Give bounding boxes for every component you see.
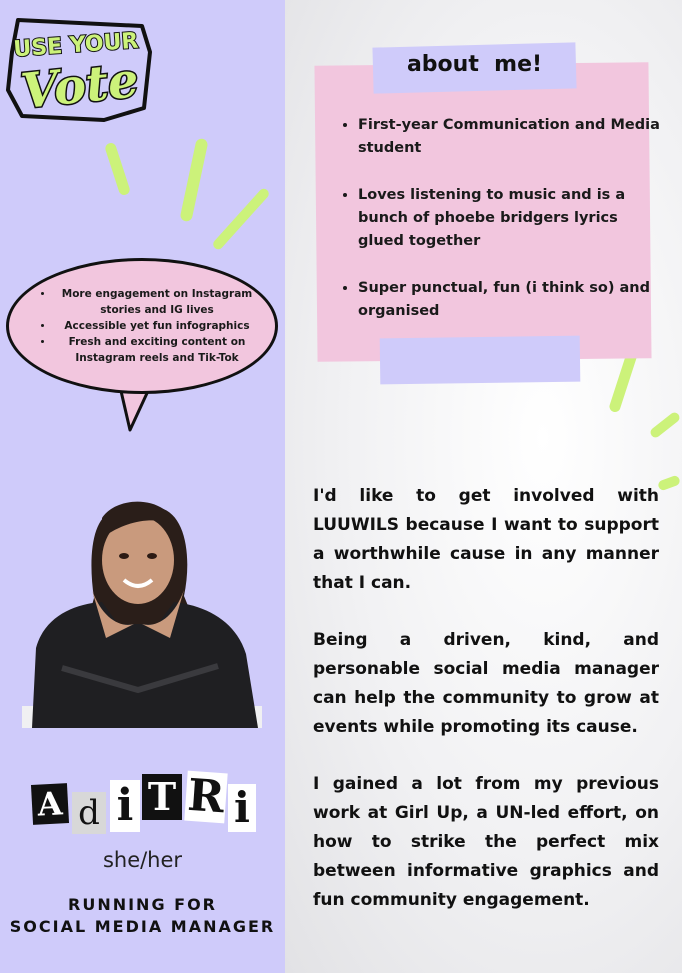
about-title: about me!: [406, 52, 543, 77]
name-letter: i: [228, 784, 256, 832]
bubble-list: [42, 286, 258, 366]
pronouns: she/her: [102, 848, 183, 872]
bubble-tail-cover: [114, 376, 164, 396]
candidate-name: [30, 768, 260, 834]
bubble-item: • More engagement on Instagram stories and IG lives: [54, 286, 258, 318]
logo-line1: USE YOUR: [12, 28, 140, 63]
running-for: [0, 894, 285, 938]
logo-line2: Vote: [18, 52, 142, 121]
statement-paragraph: I'd like to get involved with LUUWILS because I want to support a worthwhile cause in any manner that I can.: [313, 486, 659, 593]
name-letter: i: [110, 780, 140, 832]
name-letter: T: [142, 774, 182, 820]
bubble-item: • Fresh and exciting content on Instagram reels and Tik-Tok: [54, 334, 258, 366]
about-item: • First-year Communication and Media student: [358, 114, 664, 160]
statement-paragraph: Being a driven, kind, and personable social media manager can help the community to grow at events while promoting its cause.: [313, 630, 659, 737]
candidate-statement: [313, 482, 659, 943]
bubble-item: • Accessible yet fun infographics: [54, 318, 258, 334]
about-list: [340, 114, 664, 347]
name-letter: R: [186, 769, 227, 824]
about-item: • Loves listening to music and is a bunch of phoebe bridgers lyrics glued together: [358, 184, 664, 253]
running-line1: RUNNING FOR: [68, 895, 217, 914]
name-letter: d: [72, 792, 106, 834]
use-your-vote-logo: [4, 12, 154, 124]
platform-speech-bubble: [6, 258, 278, 434]
about-item: • Super punctual, fun (i think so) and organised: [358, 277, 664, 323]
statement-paragraph: I gained a lot from my previous work at Girl Up, a UN-led effort, on how to strike the perfect mix between informative graphics and fun community engagement.: [313, 774, 659, 910]
running-line2: SOCIAL MEDIA MANAGER: [9, 917, 276, 936]
candidate-photo: [22, 478, 262, 728]
about-bottom-tape: [380, 336, 581, 385]
name-letter: A: [31, 783, 69, 825]
